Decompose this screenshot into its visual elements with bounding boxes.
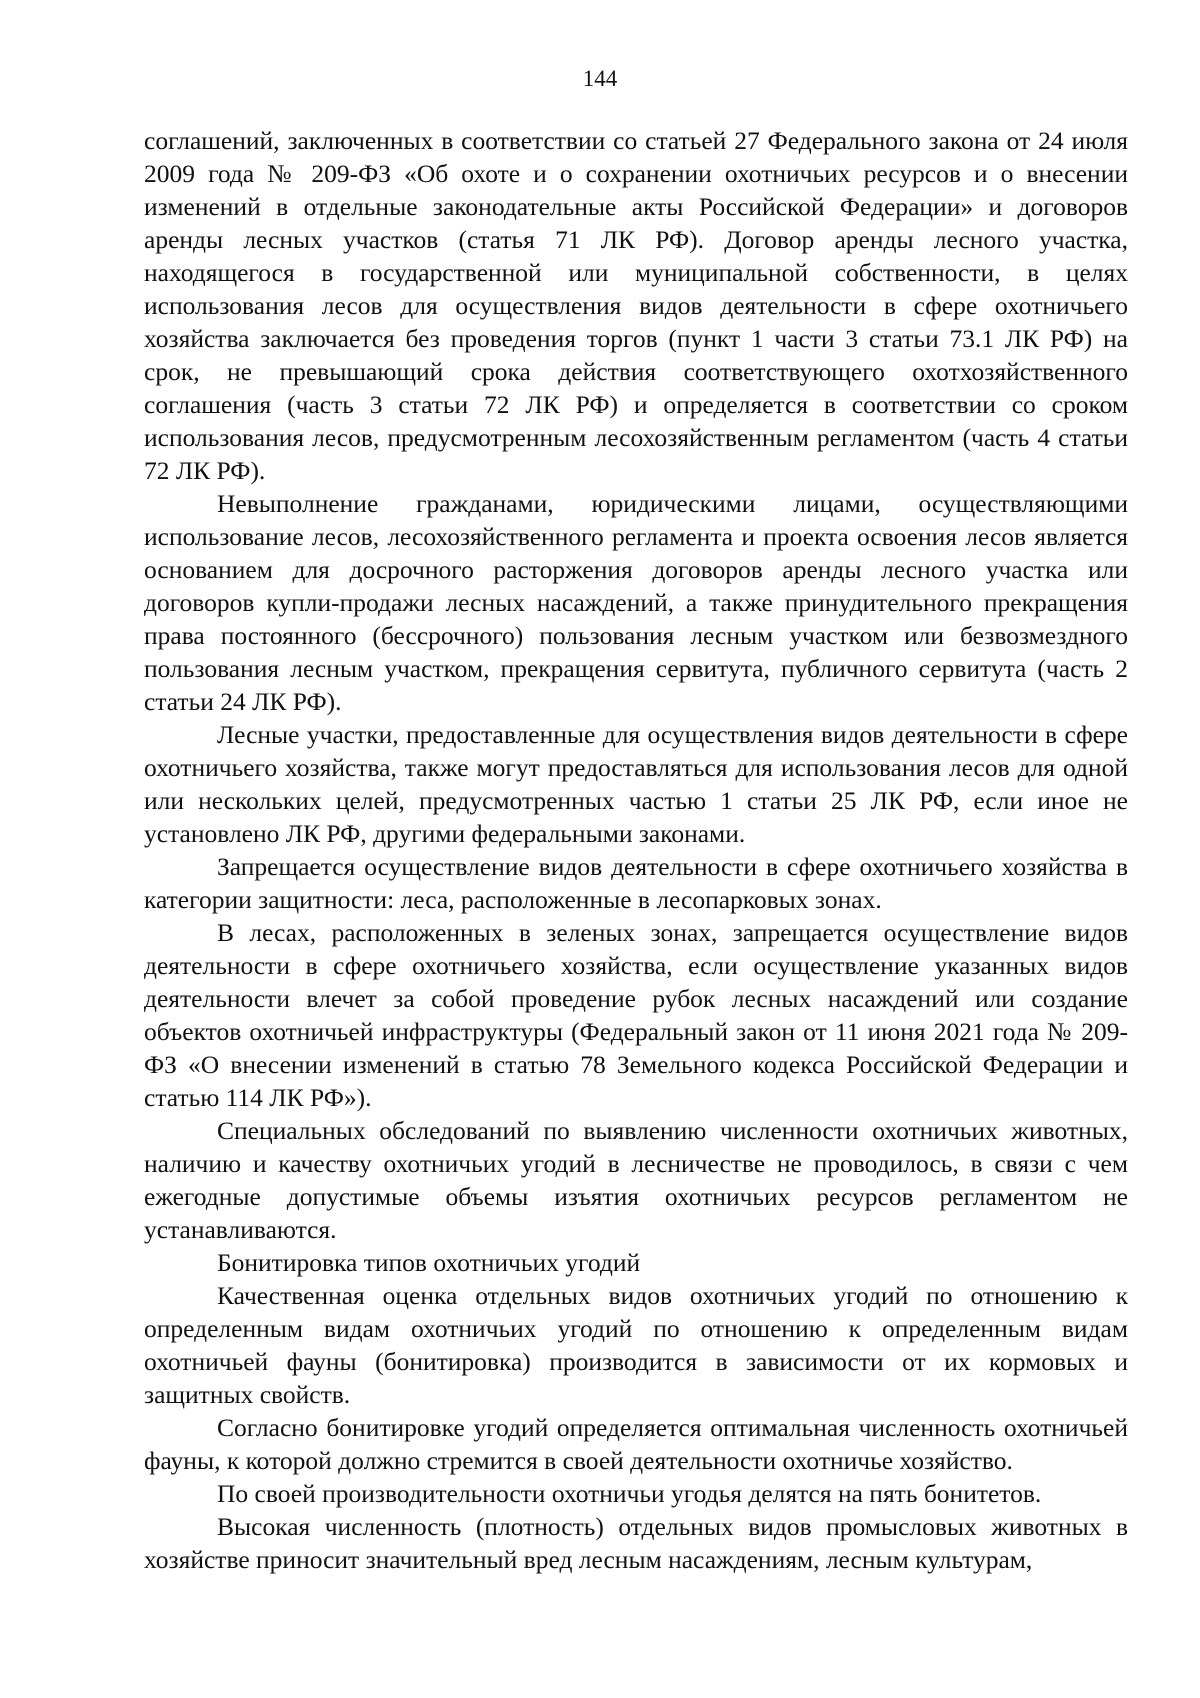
paragraph-9: По своей производительности охотничьи угодья делятся на пять бонитетов.: [217, 1479, 1042, 1508]
paragraph-1: соглашений, заключенных в соответствии со статьей 27 Федерального закона от 24 июля 2009 года № 209-ФЗ «Об охоте и о сохранении охотничьих ресурсов и о внесении изменений в отдельные законодательные акты Российской Федерации» и договоров аренды лесных участков (статья 71 ЛК РФ). Договор аренды лесного участка, находящегося в государственной или муниципальной собственности, в целях использования лесов для осуществления видов деятельности в сфере охотничьего хозяйства заключается без проведения торгов (пункт 1 части 3 статьи 73.1 ЛК РФ) на срок, не превышающий срока действия соответствующего охотхозяйственного соглашения (часть 3 статьи 72 ЛК РФ) и определяется в соответствии со сроком использования лесов, предусмотренным лесохозяйственным регламентом (часть 4 статьи 72 ЛК РФ).: [144, 126, 1128, 485]
paragraph-10: Высокая численность (плотность) отдельных видов промысловых животных в хозяйстве приносит значительный вред лесным насаждениям, лесным культурам,: [144, 1512, 1128, 1574]
section-heading: Бонитировка типов охотничьих угодий: [217, 1248, 641, 1277]
paragraph-4: Запрещается осуществление видов деятельности в сфере охотничьего хозяйства в категории защитности: леса, расположенные в лесопарковых зонах.: [144, 852, 1128, 914]
paragraph-3: Лесные участки, предоставленные для осуществления видов деятельности в сфере охотничьего хозяйства, также могут предоставляться для использования лесов для одной или нескольких целей, предусмотренных частью 1 статьи 25 ЛК РФ, если иное не установлено ЛК РФ, другими федеральными законами.: [144, 720, 1128, 848]
paragraph-5: В лесах, расположенных в зеленых зонах, запрещается осуществление видов деятельности в сфере охотничьего хозяйства, если осуществление указанных видов деятельности влечет за собой проведение рубок лесных насаждений или создание объектов охотничьей инфраструктуры (Федеральный закон от 11 июня 2021 года № 209-ФЗ «О внесении изменений в статью 78 Земельного кодекса Российской Федерации и статью 114 ЛК РФ»).: [144, 918, 1128, 1112]
document-body: [144, 124, 1128, 1576]
page-number: 144: [582, 66, 618, 91]
paragraph-8: Согласно бонитировке угодий определяется оптимальная численность охотничьей фауны, к которой должно стремится в своей деятельности охотничье хозяйство.: [144, 1413, 1128, 1475]
paragraph-7: Качественная оценка отдельных видов охотничьих угодий по отношению к определенным видам охотничьих угодий по отношению к определенным видам охотничьей фауны (бонитировка) производится в зависимости от их кормовых и защитных свойств.: [144, 1281, 1128, 1409]
paragraph-2: Невыполнение гражданами, юридическими лицами, осуществляющими использование лесов, лесохозяйственного регламента и проекта освоения лесов является основанием для досрочного расторжения договоров аренды лесного участка или договоров купли-продажи лесных насаждений, а также принудительного прекращения права постоянного (бессрочного) пользования лесным участком или безвозмездного пользования лесным участком, прекращения сервитута, публичного сервитута (часть 2 статьи 24 ЛК РФ).: [144, 489, 1128, 716]
paragraph-6: Специальных обследований по выявлению численности охотничьих животных, наличию и качеству охотничьих угодий в лесничестве не проводилось, в связи с чем ежегодные допустимые объемы изъятия охотничьих ресурсов регламентом не устанавливаются.: [144, 1116, 1128, 1244]
